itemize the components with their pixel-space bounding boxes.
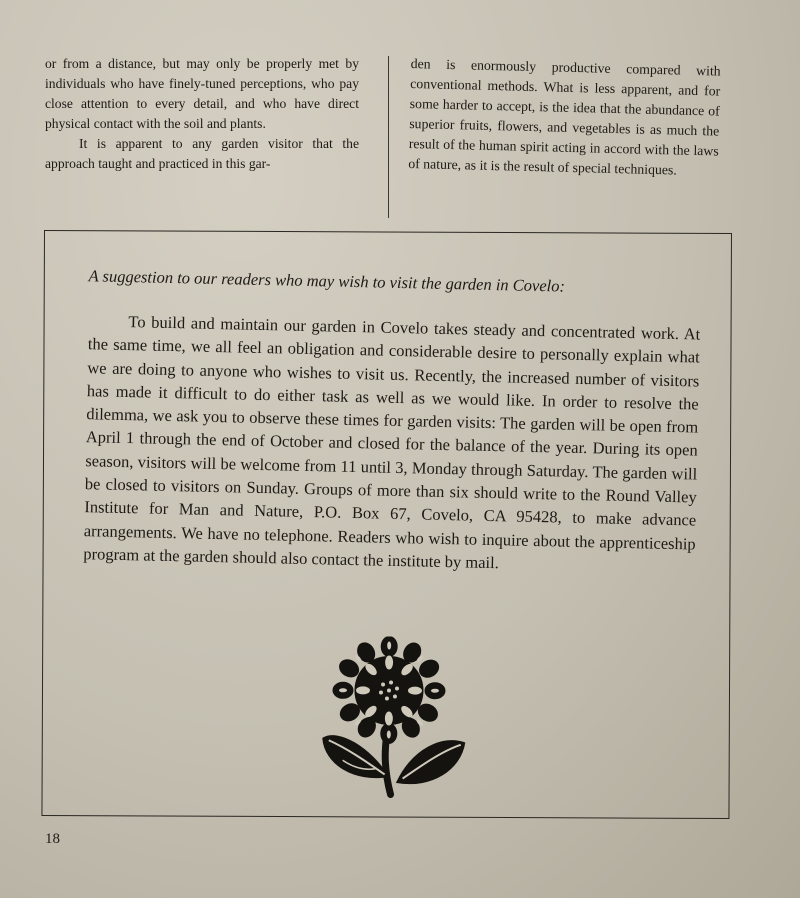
left-column-paragraph-1: or from a distance, but may only be properly met by individuals who have finely-tuned perceptions, who pay close attention to every detail, and who have direct physical contact with the soil and plants. <box>45 56 359 131</box>
column-divider <box>388 56 389 218</box>
notice-body: To build and maintain our garden in Covelo takes steady and concentrated work. At the same time, we all feel an obligation and considerable desire to personally explain what we are doing to anyone who wishes to visit us. Recently, the increased number of visitors has made it difficult to do either task as well as we would like. In order to resolve the dilemma, we ask you to observe these times for garden visits: The garden will be open from April 1 through the end of October and closed for the balance of the year. During its open season, visitors will be welcome from 11 until 3, Monday through Saturday. The garden will be closed to visitors on Sunday. Groups of more than six should write to the Round Valley Institute for Man and Nature, P.O. Box 67, Covelo, CA 95428, to make advance arrangements. We have no telephone. Readers who wish to inquire about the apprenticeship program at the garden should also contact the institute by mail. <box>83 312 701 573</box>
right-column-paragraph-1: den is enormously productive compared with conventional methods. What is less apparent, and for some harder to accept, is the idea that the abundance of superior fruits, flowers, and vegetables is as much the result of the human spirit acting in accord with the laws of nature, as it is the result of special techniques. <box>408 55 721 178</box>
left-text-column <box>45 54 359 174</box>
notice-heading: A suggestion to our readers who may wish to visit the garden in Covelo: <box>88 266 566 296</box>
flower-icon <box>319 636 476 803</box>
right-text-column <box>408 54 721 182</box>
page-number: 18 <box>45 831 60 847</box>
left-column-paragraph-2: It is apparent to any garden visitor that the approach taught and practiced in this gar- <box>45 136 359 171</box>
visitor-notice-box <box>41 230 732 819</box>
